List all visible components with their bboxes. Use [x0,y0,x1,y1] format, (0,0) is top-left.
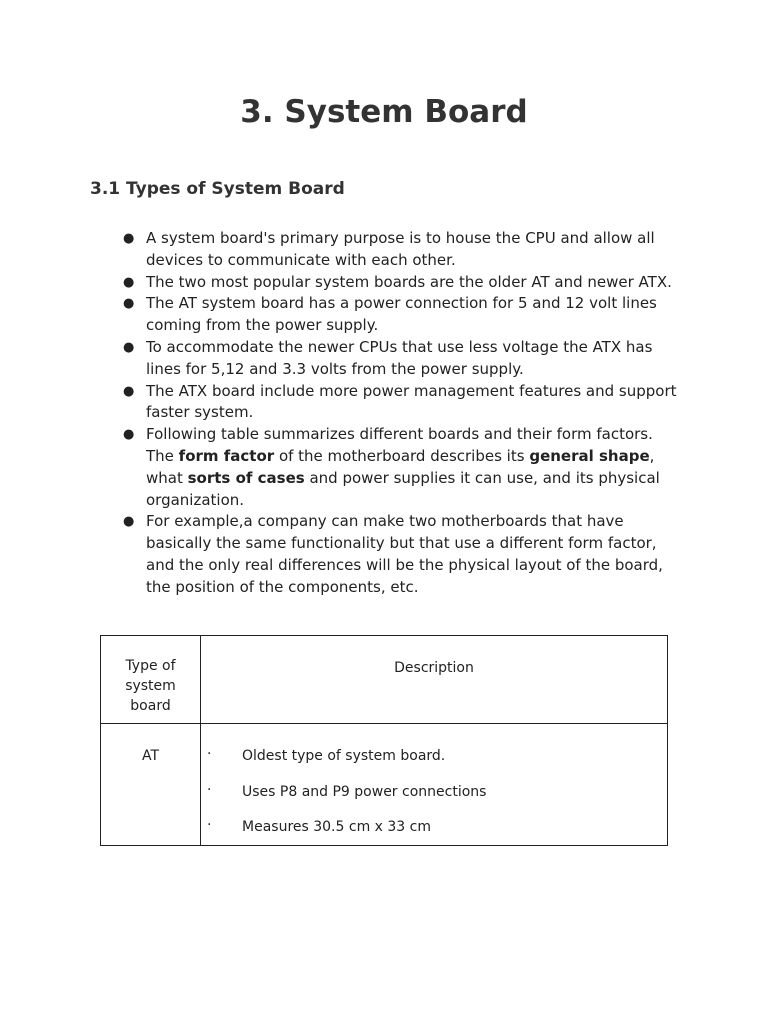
description-item [201,782,667,802]
cell-type: AT [101,724,201,846]
text-segment: Following table summarizes different boards and their form factors. The [146,425,653,465]
description-text: Uses P8 and P9 power connections [242,783,487,800]
bullet-marker: ● [123,514,135,530]
bullet-list [0,228,768,599]
bullet-marker: ● [123,296,135,312]
section-heading: 3.1 Types of System Board [90,179,345,199]
bullet-marker: ● [123,339,135,355]
header-description [201,636,668,724]
description-text: Oldest type of system board. [242,748,446,764]
description-marker: · [207,781,212,798]
list-item [0,272,768,294]
header-type [101,636,201,724]
list-item [0,424,768,511]
list-item [0,293,768,337]
text-segment: To accommodate the newer CPUs that use less voltage the ATX has lines for 5,12 and 3.3 volts from the power supply. [146,337,653,378]
text-segment: The ATX board include more power management features and support faster system. [146,381,677,422]
list-item [0,381,768,425]
table-header-row [101,636,668,724]
bullet-marker: ● [123,427,135,443]
bullet-marker: ● [123,231,135,246]
text-segment: , what [146,446,655,487]
text-segment: For example,a company can make two motherboards that have basically the same functionality but that use a different form factor, and the only real differences will be the physical layout of the board, the position of the components, etc. [146,512,663,596]
bold-term: sorts of cases [187,468,305,487]
description-marker: · [207,817,212,833]
list-item [0,511,768,598]
table-row [101,724,668,846]
header-description-label: Description [394,660,474,676]
bold-term: form factor [178,446,275,465]
table-body [101,724,668,846]
bullet-text [146,382,677,422]
bullet-marker: ● [123,274,135,290]
bullet-text [146,294,657,334]
description-list [201,724,667,843]
bullet-marker: ● [123,383,135,399]
list-item [0,228,768,272]
bold-term: general shape [529,446,650,465]
description-item [201,817,667,837]
text-segment: A system board's primary purpose is to house the CPU and allow all devices to communicate with each other. [146,229,655,269]
bullet-text [146,425,660,508]
list-item [0,337,768,381]
cell-description [201,724,668,846]
board-types-table [100,635,668,846]
text-segment: The AT system board has a power connection for 5 and 12 volt lines coming from the power supply. [146,294,657,335]
bullet-text [146,273,672,291]
text-segment: and power supplies it can use, and its physical organization. [146,468,660,509]
text-segment: The two most popular system boards are the older AT and newer ATX. [146,272,672,291]
bullet-text [146,512,663,595]
description-marker: · [207,746,212,762]
page-title: 3. System Board [240,94,528,130]
description-text: Measures 30.5 cm x 33 cm [242,819,431,835]
header-type-label: Type of system board [125,658,176,714]
text-segment: of the motherboard describes its [274,446,530,465]
description-item [201,746,667,766]
bullet-text [146,229,655,269]
bullet-text [146,338,652,378]
